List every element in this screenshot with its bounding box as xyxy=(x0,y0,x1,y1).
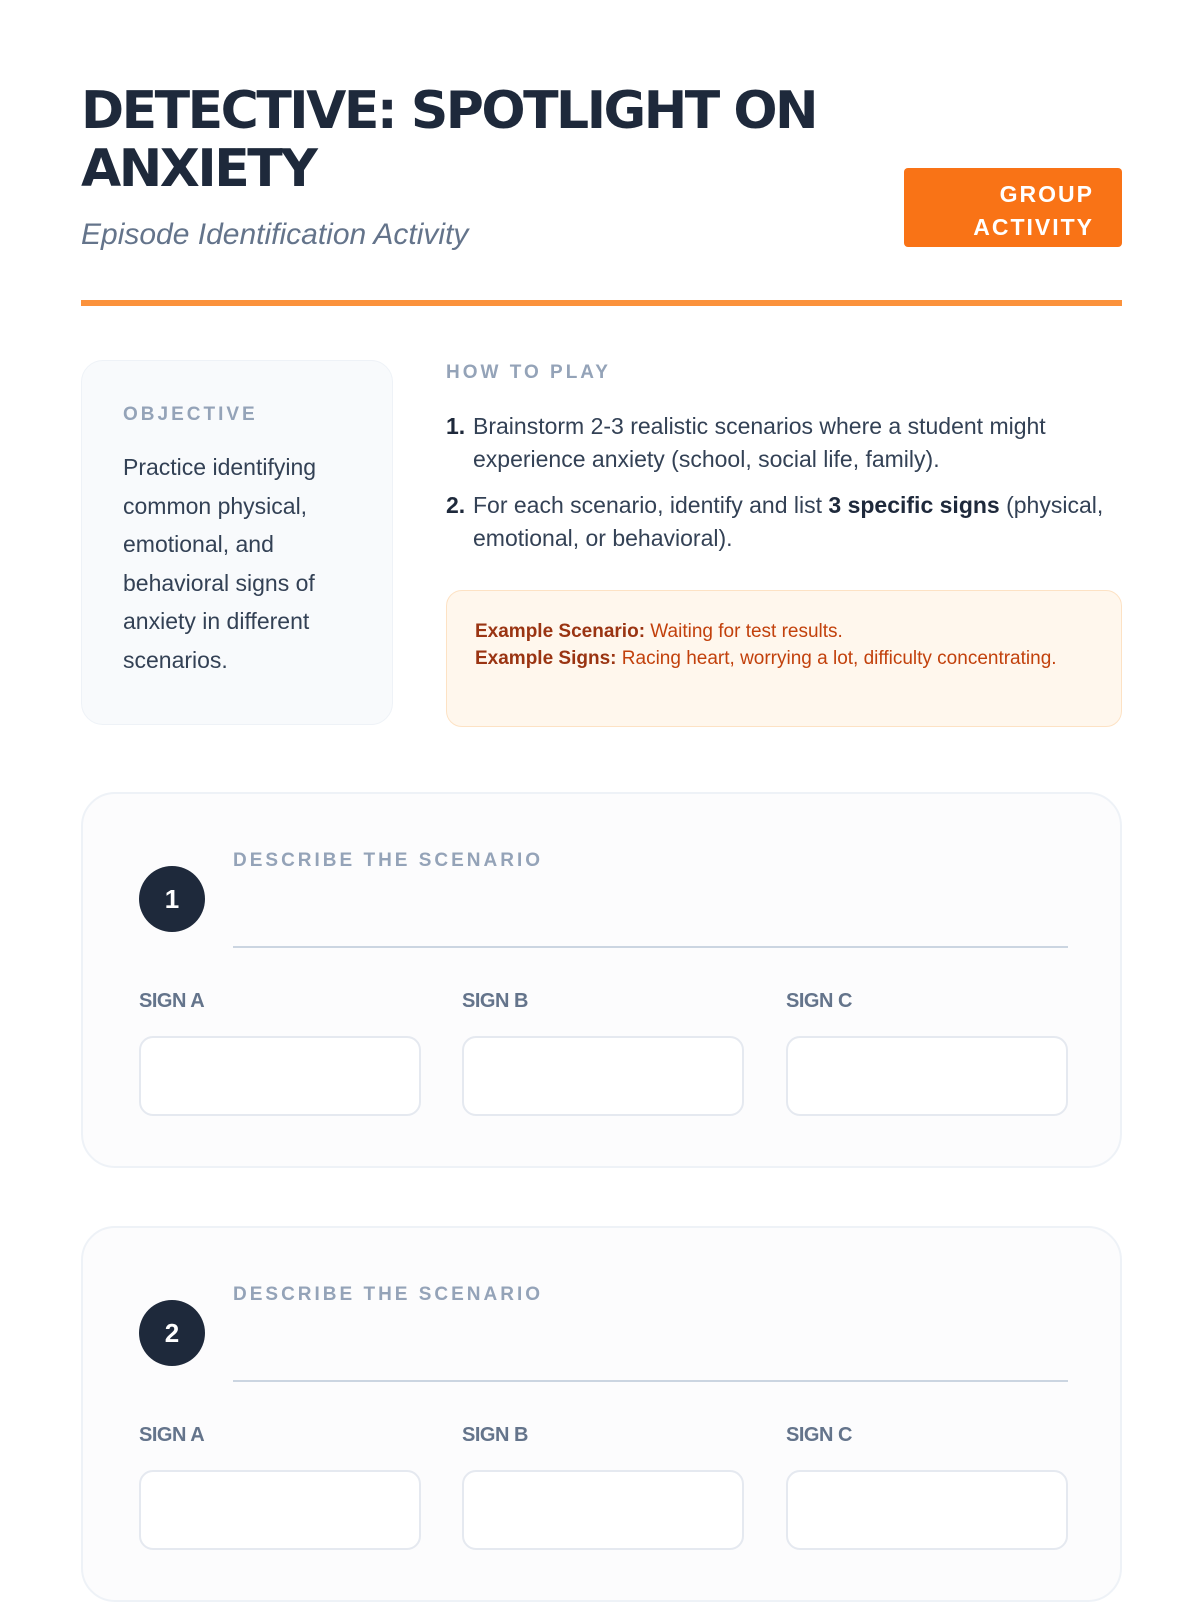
how-to-play-heading: HOW TO PLAY xyxy=(446,362,611,383)
example-signs-text: Racing heart, worrying a lot, difficulty concentrating. xyxy=(616,648,1057,669)
scenario-label: DESCRIBE THE SCENARIO xyxy=(233,1284,544,1305)
scenario-number-badge: 1 xyxy=(139,866,205,932)
sign-c-label: SIGN C xyxy=(786,990,852,1012)
scenario-number-badge: 2 xyxy=(139,1300,205,1366)
scenario-card-1 xyxy=(81,792,1122,1168)
sign-a-label: SIGN A xyxy=(139,1424,205,1446)
objective-panel xyxy=(81,360,393,725)
sign-c-label: SIGN C xyxy=(786,1424,852,1446)
header-divider xyxy=(81,300,1122,306)
page-title: DETECTIVE: SPOTLIGHT ON ANXIETY xyxy=(81,81,817,199)
objective-text: Practice identifying common physical, emotional, and behavioral signs of anxiety in different scenarios. xyxy=(123,454,317,673)
step-text: Brainstorm 2-3 realistic scenarios where a student might experience anxiety (school, social life, family). xyxy=(473,413,1046,472)
sign-c-input[interactable] xyxy=(786,1470,1068,1550)
page-subtitle: Episode Identification Activity xyxy=(81,218,469,251)
example-scenario xyxy=(475,618,1095,645)
example-signs-label: Example Signs: xyxy=(475,648,617,669)
scenario-input-line[interactable] xyxy=(233,1380,1068,1382)
how-to-play-section xyxy=(446,362,1122,669)
sign-b-label: SIGN B xyxy=(462,1424,528,1446)
example-callout xyxy=(446,590,1122,727)
step-text: For each scenario, identify and list xyxy=(473,492,829,518)
sign-c-input[interactable] xyxy=(786,1036,1068,1116)
step-text-end: (physical, emotional, or behavioral). xyxy=(473,492,1104,551)
objective-heading: OBJECTIVE xyxy=(123,404,258,425)
example-signs xyxy=(475,645,1095,672)
sign-a-input[interactable] xyxy=(139,1036,421,1116)
sign-b-input[interactable] xyxy=(462,1036,744,1116)
sign-b-label: SIGN B xyxy=(462,990,528,1012)
step-emphasis: 3 specific signs xyxy=(828,492,1000,518)
badge-line-2: ACTIVITY xyxy=(973,214,1094,240)
sign-b-input[interactable] xyxy=(462,1470,744,1550)
scenario-input-line[interactable] xyxy=(233,946,1068,948)
instruction-step-1 xyxy=(446,410,1122,476)
scenario-label: DESCRIBE THE SCENARIO xyxy=(233,850,544,871)
scenario-card-2 xyxy=(81,1226,1122,1602)
sign-a-label: SIGN A xyxy=(139,990,205,1012)
badge-line-1: GROUP xyxy=(999,181,1094,207)
example-scenario-label: Example Scenario: xyxy=(475,621,646,642)
group-activity-badge xyxy=(904,168,1122,247)
instruction-step-2 xyxy=(446,489,1122,555)
example-scenario-text: Waiting for test results. xyxy=(645,621,843,642)
step-number: 1. xyxy=(446,413,466,439)
instruction-list xyxy=(446,410,1122,555)
step-number: 2. xyxy=(446,492,466,518)
sign-a-input[interactable] xyxy=(139,1470,421,1550)
